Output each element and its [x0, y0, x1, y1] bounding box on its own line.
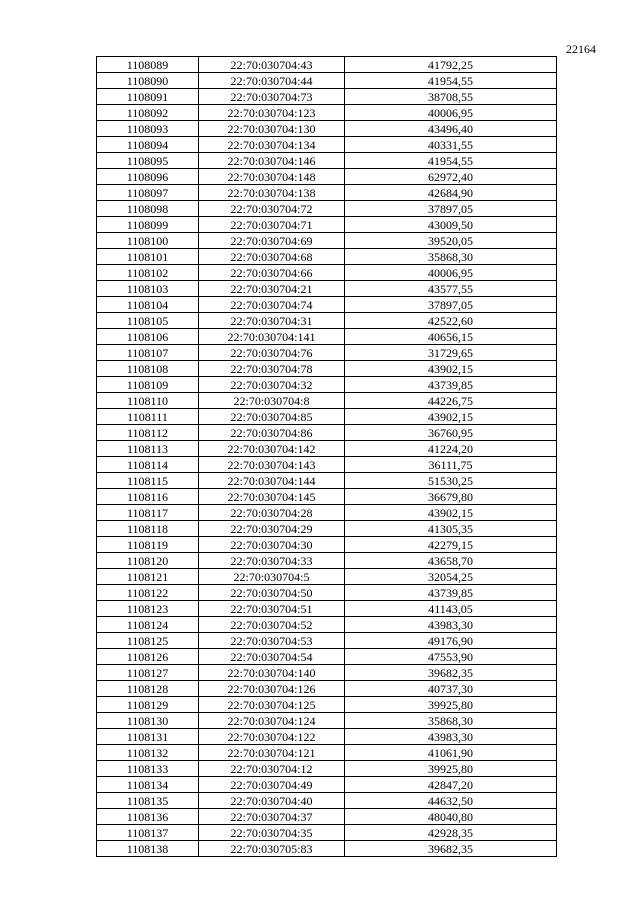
row-id-cell: 1108117 [97, 505, 199, 521]
row-id-cell: 1108127 [97, 665, 199, 681]
value-cell: 42847,20 [345, 777, 557, 793]
row-id-cell: 1108138 [97, 841, 199, 857]
row-id-cell: 1108131 [97, 729, 199, 745]
row-id-cell: 1108133 [97, 761, 199, 777]
table-row [97, 57, 557, 73]
table-row [97, 153, 557, 169]
value-cell: 31729,65 [345, 345, 557, 361]
table-row [97, 409, 557, 425]
cadastral-number-cell: 22:70:030704:68 [199, 249, 345, 265]
row-id-cell: 1108128 [97, 681, 199, 697]
cadastral-number-cell: 22:70:030704:49 [199, 777, 345, 793]
value-cell: 39682,35 [345, 841, 557, 857]
value-cell: 39682,35 [345, 665, 557, 681]
row-id-cell: 1108107 [97, 345, 199, 361]
row-id-cell: 1108105 [97, 313, 199, 329]
cadastral-number-cell: 22:70:030704:134 [199, 137, 345, 153]
row-id-cell: 1108120 [97, 553, 199, 569]
value-cell: 40006,95 [345, 265, 557, 281]
table-row [97, 201, 557, 217]
row-id-cell: 1108136 [97, 809, 199, 825]
value-cell: 43983,30 [345, 729, 557, 745]
value-cell: 38708,55 [345, 89, 557, 105]
cadastral-number-cell: 22:70:030704:44 [199, 73, 345, 89]
value-cell: 42279,15 [345, 537, 557, 553]
table-row [97, 777, 557, 793]
cadastral-number-cell: 22:70:030704:12 [199, 761, 345, 777]
row-id-cell: 1108090 [97, 73, 199, 89]
table-row [97, 553, 557, 569]
cadastral-number-cell: 22:70:030704:78 [199, 361, 345, 377]
cadastral-number-cell: 22:70:030704:122 [199, 729, 345, 745]
value-cell: 43658,70 [345, 553, 557, 569]
table-row [97, 601, 557, 617]
value-cell: 35868,30 [345, 249, 557, 265]
value-cell: 41305,35 [345, 521, 557, 537]
row-id-cell: 1108126 [97, 649, 199, 665]
row-id-cell: 1108102 [97, 265, 199, 281]
row-id-cell: 1108094 [97, 137, 199, 153]
cadastral-number-cell: 22:70:030704:86 [199, 425, 345, 441]
value-cell: 49176,90 [345, 633, 557, 649]
cadastral-number-cell: 22:70:030704:71 [199, 217, 345, 233]
value-cell: 37897,05 [345, 297, 557, 313]
value-cell: 43983,30 [345, 617, 557, 633]
table-row [97, 105, 557, 121]
table-row [97, 521, 557, 537]
row-id-cell: 1108099 [97, 217, 199, 233]
row-id-cell: 1108096 [97, 169, 199, 185]
table-row [97, 137, 557, 153]
table-row [97, 585, 557, 601]
value-cell: 44226,75 [345, 393, 557, 409]
row-id-cell: 1108104 [97, 297, 199, 313]
table-row [97, 793, 557, 809]
value-cell: 36679,80 [345, 489, 557, 505]
table-row [97, 841, 557, 857]
table-row [97, 617, 557, 633]
table-row [97, 281, 557, 297]
row-id-cell: 1108091 [97, 89, 199, 105]
table-row [97, 73, 557, 89]
value-cell: 51530,25 [345, 473, 557, 489]
row-id-cell: 1108092 [97, 105, 199, 121]
cadastral-number-cell: 22:70:030704:32 [199, 377, 345, 393]
table-row [97, 569, 557, 585]
value-cell: 39925,80 [345, 761, 557, 777]
table-row [97, 697, 557, 713]
row-id-cell: 1108137 [97, 825, 199, 841]
value-cell: 40656,15 [345, 329, 557, 345]
table-row [97, 633, 557, 649]
table-row [97, 457, 557, 473]
value-cell: 41061,90 [345, 745, 557, 761]
value-cell: 41143,05 [345, 601, 557, 617]
registry-table [96, 56, 557, 857]
cadastral-number-cell: 22:70:030704:73 [199, 89, 345, 105]
table-row [97, 441, 557, 457]
cadastral-number-cell: 22:70:030704:123 [199, 105, 345, 121]
row-id-cell: 1108122 [97, 585, 199, 601]
cadastral-number-cell: 22:70:030705:83 [199, 841, 345, 857]
value-cell: 42928,35 [345, 825, 557, 841]
row-id-cell: 1108134 [97, 777, 199, 793]
table-row [97, 745, 557, 761]
row-id-cell: 1108135 [97, 793, 199, 809]
cadastral-number-cell: 22:70:030704:130 [199, 121, 345, 137]
row-id-cell: 1108129 [97, 697, 199, 713]
table-row [97, 313, 557, 329]
table-row [97, 489, 557, 505]
row-id-cell: 1108109 [97, 377, 199, 393]
row-id-cell: 1108110 [97, 393, 199, 409]
value-cell: 37897,05 [345, 201, 557, 217]
row-id-cell: 1108121 [97, 569, 199, 585]
page-number: 22164 [566, 42, 596, 56]
row-id-cell: 1108100 [97, 233, 199, 249]
table-row [97, 233, 557, 249]
cadastral-number-cell: 22:70:030704:142 [199, 441, 345, 457]
cadastral-number-cell: 22:70:030704:31 [199, 313, 345, 329]
row-id-cell: 1108089 [97, 57, 199, 73]
cadastral-number-cell: 22:70:030704:35 [199, 825, 345, 841]
value-cell: 42522,60 [345, 313, 557, 329]
cadastral-number-cell: 22:70:030704:85 [199, 409, 345, 425]
table-row [97, 809, 557, 825]
table-row [97, 681, 557, 697]
value-cell: 44632,50 [345, 793, 557, 809]
table-row [97, 345, 557, 361]
row-id-cell: 1108106 [97, 329, 199, 345]
table-row [97, 121, 557, 137]
value-cell: 40006,95 [345, 105, 557, 121]
value-cell: 43496,40 [345, 121, 557, 137]
value-cell: 43577,55 [345, 281, 557, 297]
row-id-cell: 1108119 [97, 537, 199, 553]
table-row [97, 185, 557, 201]
cadastral-number-cell: 22:70:030704:141 [199, 329, 345, 345]
table-row [97, 393, 557, 409]
row-id-cell: 1108108 [97, 361, 199, 377]
cadastral-number-cell: 22:70:030704:52 [199, 617, 345, 633]
value-cell: 42684,90 [345, 185, 557, 201]
cadastral-number-cell: 22:70:030704:40 [199, 793, 345, 809]
row-id-cell: 1108132 [97, 745, 199, 761]
table-row [97, 297, 557, 313]
row-id-cell: 1108125 [97, 633, 199, 649]
row-id-cell: 1108115 [97, 473, 199, 489]
value-cell: 62972,40 [345, 169, 557, 185]
cadastral-number-cell: 22:70:030704:66 [199, 265, 345, 281]
table-row [97, 425, 557, 441]
cadastral-number-cell: 22:70:030704:37 [199, 809, 345, 825]
value-cell: 32054,25 [345, 569, 557, 585]
cadastral-number-cell: 22:70:030704:51 [199, 601, 345, 617]
value-cell: 40737,30 [345, 681, 557, 697]
registry-table-body [97, 57, 557, 857]
row-id-cell: 1108112 [97, 425, 199, 441]
row-id-cell: 1108103 [97, 281, 199, 297]
table-row [97, 329, 557, 345]
table-row [97, 377, 557, 393]
value-cell: 39520,05 [345, 233, 557, 249]
row-id-cell: 1108130 [97, 713, 199, 729]
value-cell: 47553,90 [345, 649, 557, 665]
row-id-cell: 1108097 [97, 185, 199, 201]
cadastral-number-cell: 22:70:030704:28 [199, 505, 345, 521]
value-cell: 35868,30 [345, 713, 557, 729]
value-cell: 40331,55 [345, 137, 557, 153]
cadastral-number-cell: 22:70:030704:50 [199, 585, 345, 601]
cadastral-number-cell: 22:70:030704:21 [199, 281, 345, 297]
value-cell: 43739,85 [345, 377, 557, 393]
row-id-cell: 1108098 [97, 201, 199, 217]
cadastral-number-cell: 22:70:030704:146 [199, 153, 345, 169]
row-id-cell: 1108118 [97, 521, 199, 537]
cadastral-number-cell: 22:70:030704:121 [199, 745, 345, 761]
table-row [97, 473, 557, 489]
cadastral-number-cell: 22:70:030704:140 [199, 665, 345, 681]
cadastral-number-cell: 22:70:030704:53 [199, 633, 345, 649]
value-cell: 41954,55 [345, 73, 557, 89]
value-cell: 41954,55 [345, 153, 557, 169]
cadastral-number-cell: 22:70:030704:76 [199, 345, 345, 361]
row-id-cell: 1108095 [97, 153, 199, 169]
table-row [97, 89, 557, 105]
value-cell: 48040,80 [345, 809, 557, 825]
row-id-cell: 1108111 [97, 409, 199, 425]
row-id-cell: 1108123 [97, 601, 199, 617]
value-cell: 41792,25 [345, 57, 557, 73]
cadastral-number-cell: 22:70:030704:54 [199, 649, 345, 665]
table-row [97, 217, 557, 233]
value-cell: 41224,20 [345, 441, 557, 457]
table-row [97, 665, 557, 681]
cadastral-number-cell: 22:70:030704:144 [199, 473, 345, 489]
cadastral-number-cell: 22:70:030704:33 [199, 553, 345, 569]
table-row [97, 249, 557, 265]
table-row [97, 265, 557, 281]
table-row [97, 505, 557, 521]
value-cell: 43739,85 [345, 585, 557, 601]
table-row [97, 361, 557, 377]
row-id-cell: 1108124 [97, 617, 199, 633]
value-cell: 36111,75 [345, 457, 557, 473]
row-id-cell: 1108093 [97, 121, 199, 137]
cadastral-number-cell: 22:70:030704:72 [199, 201, 345, 217]
row-id-cell: 1108114 [97, 457, 199, 473]
cadastral-number-cell: 22:70:030704:74 [199, 297, 345, 313]
value-cell: 43902,15 [345, 409, 557, 425]
cadastral-number-cell: 22:70:030704:5 [199, 569, 345, 585]
cadastral-number-cell: 22:70:030704:69 [199, 233, 345, 249]
cadastral-number-cell: 22:70:030704:8 [199, 393, 345, 409]
value-cell: 43009,50 [345, 217, 557, 233]
value-cell: 36760,95 [345, 425, 557, 441]
value-cell: 39925,80 [345, 697, 557, 713]
cadastral-number-cell: 22:70:030704:125 [199, 697, 345, 713]
cadastral-number-cell: 22:70:030704:143 [199, 457, 345, 473]
cadastral-number-cell: 22:70:030704:148 [199, 169, 345, 185]
cadastral-number-cell: 22:70:030704:126 [199, 681, 345, 697]
cadastral-number-cell: 22:70:030704:145 [199, 489, 345, 505]
cadastral-number-cell: 22:70:030704:30 [199, 537, 345, 553]
row-id-cell: 1108101 [97, 249, 199, 265]
row-id-cell: 1108116 [97, 489, 199, 505]
table-row [97, 649, 557, 665]
value-cell: 43902,15 [345, 361, 557, 377]
value-cell: 43902,15 [345, 505, 557, 521]
table-row [97, 729, 557, 745]
table-row [97, 713, 557, 729]
table-row [97, 537, 557, 553]
cadastral-number-cell: 22:70:030704:124 [199, 713, 345, 729]
table-row [97, 169, 557, 185]
row-id-cell: 1108113 [97, 441, 199, 457]
cadastral-number-cell: 22:70:030704:138 [199, 185, 345, 201]
table-row [97, 825, 557, 841]
table-row [97, 761, 557, 777]
cadastral-number-cell: 22:70:030704:29 [199, 521, 345, 537]
cadastral-number-cell: 22:70:030704:43 [199, 57, 345, 73]
